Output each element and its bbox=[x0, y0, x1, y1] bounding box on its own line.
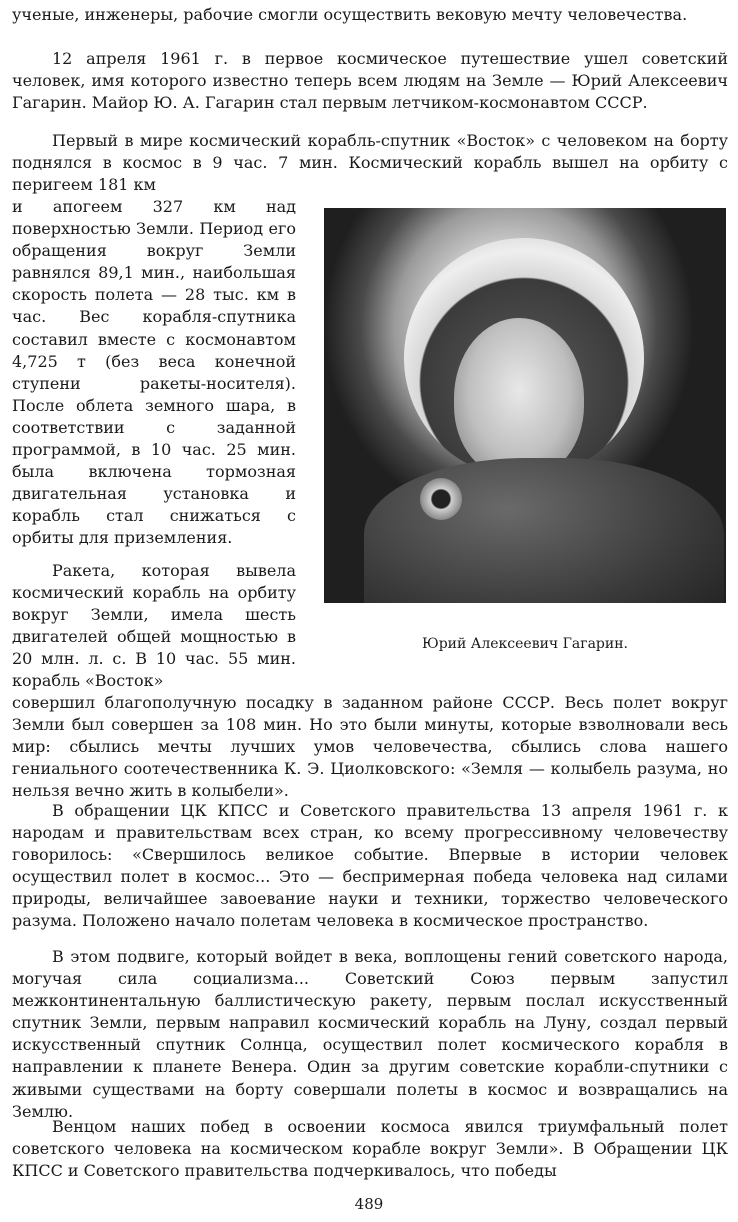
gagarin-photo bbox=[324, 208, 726, 603]
paragraph-cpsu-appeal: В обращении ЦК КПСС и Советского правительства 13 апреля 1961 г. к народам и правительствам всех стран, ко всему прогрессивному человечеству говорилось: «Свершилось великое событие. Впервые в истории человек осуществил полет в космос... Это — беспримерная победа человека над силами природы, величайшее завоевание науки и техники, торжество человеческого разума. Положено начало полетам человека в космическое пространство. bbox=[12, 801, 728, 931]
paragraph-landing: совершил благополучную посадку в заданном районе СССР. Весь полет вокруг Земли был совершен за 108 мин. Но это были минуты, которые взволновали весь мир: сбылись мечты лучших умов человечества, сбылись слова нашего гениального соотечественника К. Э. Циолковского: «Земля — колыбель разума, но нельзя вечно жить в колыбели». bbox=[12, 693, 728, 801]
paragraph-soviet-achievements: В этом подвиге, который войдет в века, воплощены гений советского народа, могучая сила социализма... Советский Союз первым запустил межконтинентальную баллистическую ракету, первым послал искусственный спутник Земли, первым направил космический корабль на Луну, создал первый искусственный спутник Солнца, осуществил полет космического корабля в направлении к планете Венера. Один за другим советские корабли-спутники с живыми существами на борту совершали полеты в космос и возвращались на Землю. bbox=[12, 947, 728, 1121]
suit-connector bbox=[420, 478, 462, 520]
spacesuit-shape bbox=[364, 458, 724, 603]
photo-caption: Юрий Алексеевич Гагарин. bbox=[421, 636, 628, 652]
paragraph-continuation: ученые, инженеры, рабочие смогли осуществить вековую мечту человечества. bbox=[12, 5, 688, 24]
paragraph-gagarin-flight: 12 апреля 1961 г. в первое космическое путешествие ушел советский человек, имя которого известно теперь всем людям на Земле — Юрий Алексеевич Гагарин. Майор Ю. А. Гагарин стал первым летчиком-космонавтом СССР. bbox=[12, 49, 728, 113]
face-shape bbox=[454, 318, 584, 478]
paragraph-orbit-details: и апогеем 327 км над поверхностью Земли. Период его обращения вокруг Земли равнялся 89,1 мин., наибольшая скорость полета — 28 тыс. км в час. Вес корабля-спутника составил вместе с космонавтом 4,725 т (без веса конечной ступени ракеты-носителя). После облета земного шара, в соответствии с заданной программой, в 10 час. 25 мин. была включена тормозная двигательная установка и корабль стал снижаться с орбиты для приземления. bbox=[12, 197, 296, 548]
paragraph-triumph: Венцом наших побед в освоении космоса явился триумфальный полет советского человека на космическом корабле вокруг Земли». В Обращении ЦК КПСС и Советского правительства подчеркивалось, что победы bbox=[12, 1117, 728, 1181]
paragraph-rocket: Ракета, которая вывела космический корабль на орбиту вокруг Земли, имела шесть двигателей общей мощностью в 20 млн. л. с. В 10 час. 55 мин. корабль «Восток» bbox=[12, 561, 296, 691]
paragraph-vostok-launch: Первый в мире космический корабль-спутник «Восток» с человеком на борту поднялся в космос в 9 час. 7 мин. Космический корабль вышел на орбиту с перигеем 181 км bbox=[12, 131, 728, 195]
page-number: 489 bbox=[354, 1195, 384, 1213]
